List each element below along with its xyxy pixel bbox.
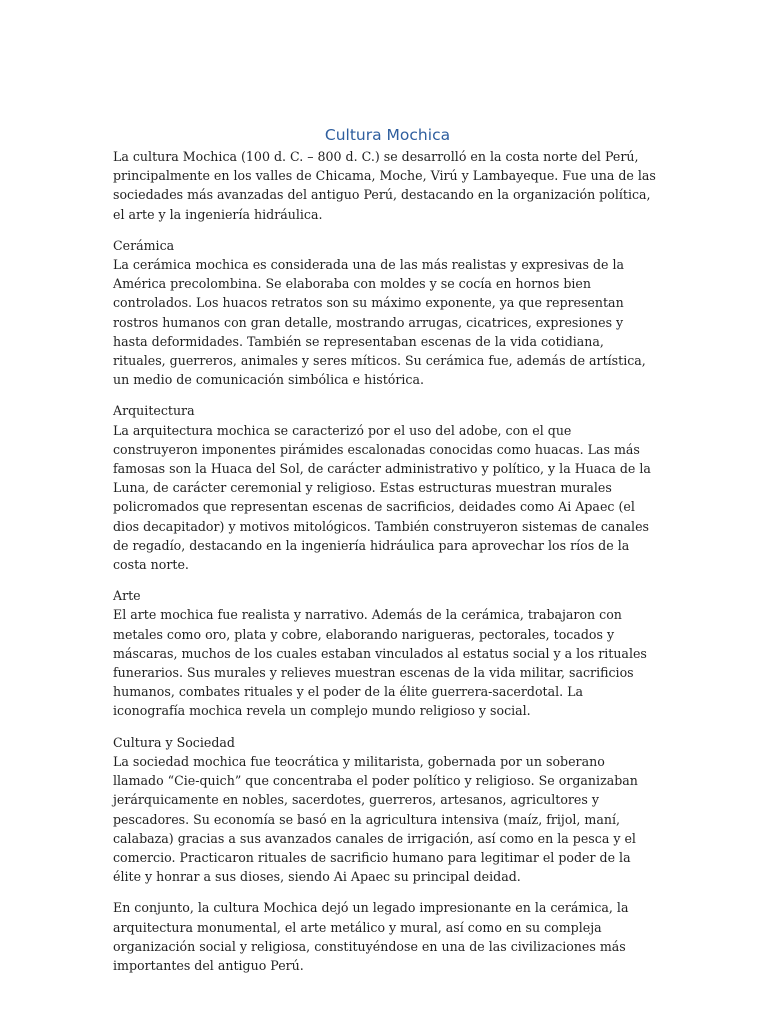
section-cultura-sociedad: [113, 733, 656, 887]
section-paragraph: La arquitectura mochica se caracterizó por el uso del adobe, con el que construyeron imponentes pirámides escalonadas conocidas como huacas. Las más famosas son la Huaca del Sol, de carácter administrativo y político, y la Huaca de la Luna, de carácter ceremonial y religioso. Estas estructuras muestran murales policromados que representan escenas de sacrificios, deidades como Ai Apaec (el dios decapitador) y motivos mitológicos. También construyeron sistemas de canales de regadío, destacando en la ingeniería hidráulica para aprovechar los ríos de la costa norte.: [113, 422, 651, 573]
conclusion-paragraph: En conjunto, la cultura Mochica dejó un legado impresionante en la cerámica, la arquitectura monumental, el arte metálico y mural, así como en su compleja organización social y religiosa, constituyéndose en una de las civilizaciones más importantes del antiguo Perú.: [113, 900, 629, 973]
section-arquitectura: [113, 401, 656, 574]
section-heading: Cerámica: [113, 237, 175, 253]
section-paragraph: La sociedad mochica fue teocrática y militarista, gobernada por un soberano llamado “Cie-quich” que concentraba el poder político y religioso. Se organizaban jerárquicamente en nobles, sacerdotes, guerreros, artesanos, agricultores y pescadores. Su economía se basó en la agricultura intensiva (maíz, frijol, maní, calabaza) gracias a sus avanzados canales de irrigación, así como en la pesca y el comercio. Practicaron rituales de sacrificio humano para legitimar el poder de la élite y honrar a sus dioses, siendo Ai Apaec su principal deidad.: [113, 753, 638, 885]
intro-paragraph: La cultura Mochica (100 d. C. – 800 d. C.) se desarrolló en la costa norte del Perú, principalmente en los valles de Chicama, Moche, Virú y Lambayeque. Fue una de las sociedades más avanzadas del antiguo Perú, destacando en la organización política, el arte y la ingeniería hidráulica.: [113, 149, 656, 222]
section-paragraph: El arte mochica fue realista y narrativo. Además de la cerámica, trabajaron con metales como oro, plata y cobre, elaborando narigueras, pectorales, tocados y máscaras, muchos de los cuales estaban vinculados al estatus social y a los rituales funerarios. Sus murales y relieves muestran escenas de la vida militar, sacrificios humanos, combates rituales y el poder de la élite guerrera-sacerdotal. La iconografía mochica revela un complejo mundo religioso y social.: [113, 607, 647, 719]
section-paragraph: La cerámica mochica es considerada una de las más realistas y expresivas de la América precolombina. Se elaboraba con moldes y se cocía en hornos bien controlados. Los huacos retratos son su máximo exponente, ya que representan rostros humanos con gran detalle, mostrando arrugas, cicatrices, expresiones y hasta deformidades. También se representaban escenas de la vida cotidiana, rituales, guerreros, animales y seres míticos. Su cerámica fue, además de artística, un medio de comunicación simbólica e histórica.: [113, 257, 646, 388]
document-title: Cultura Mochica: [324, 126, 451, 144]
section-heading: Arquitectura: [113, 403, 195, 419]
conclusion-section: [113, 898, 656, 975]
section-heading: Arte: [113, 588, 141, 604]
section-ceramica: [113, 236, 656, 390]
intro-section: [113, 147, 656, 224]
section-arte: [113, 586, 656, 720]
document-page: [113, 124, 656, 987]
section-heading: Cultura y Sociedad: [113, 734, 235, 750]
